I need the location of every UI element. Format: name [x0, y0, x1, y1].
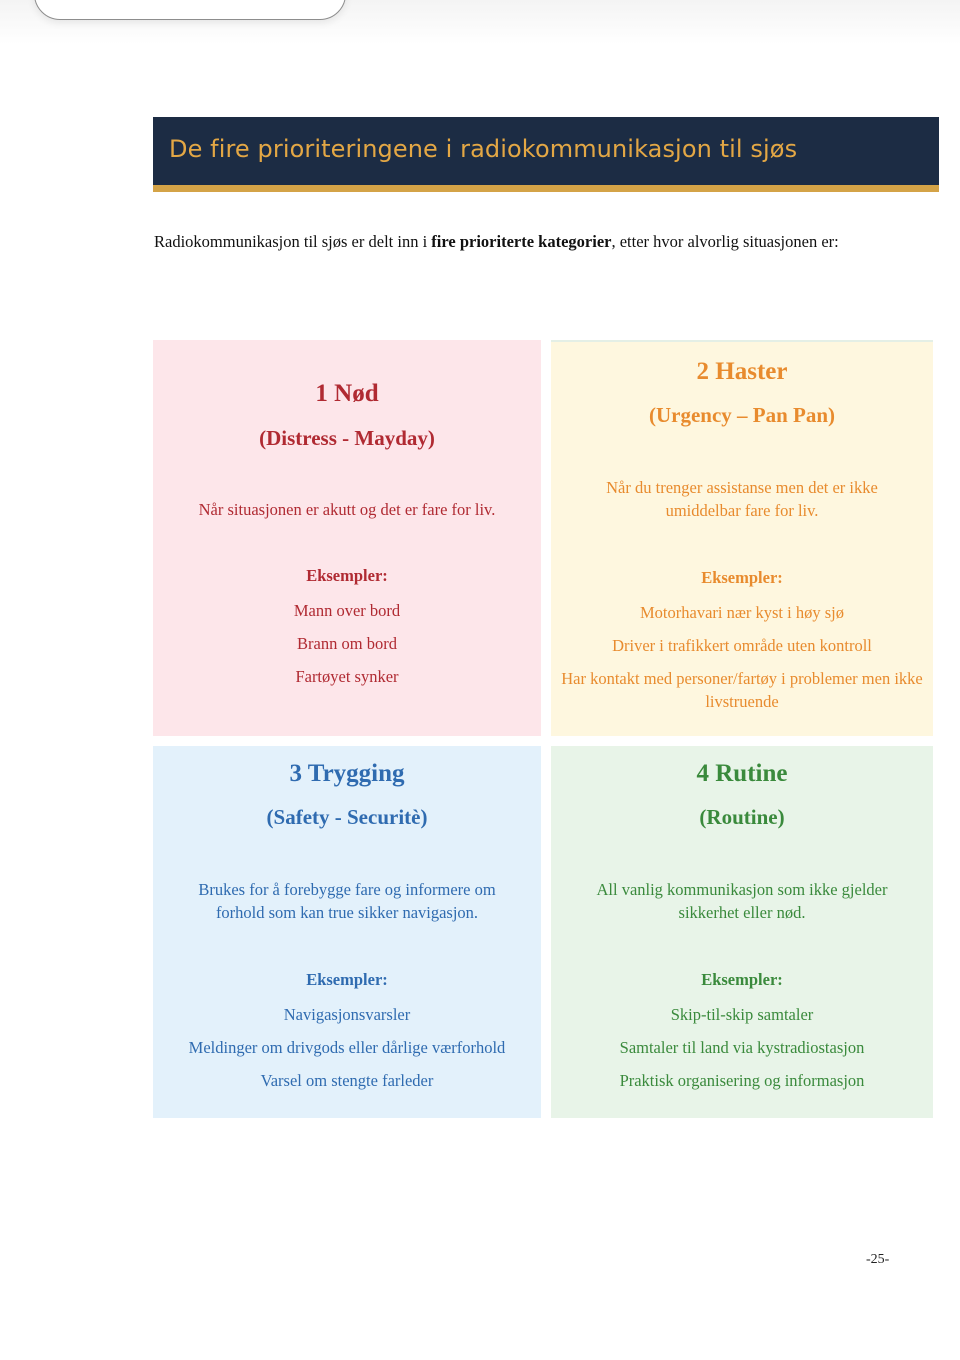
example-item: Navigasjonsvarsler — [283, 1005, 411, 1024]
examples-list — [161, 1003, 533, 1102]
intro-paragraph — [154, 228, 894, 256]
card-distress — [153, 340, 541, 736]
example-item: Skip-til-skip samtaler — [670, 1005, 814, 1024]
example-item: Mann over bord — [293, 601, 401, 620]
card-number: 3 Trygging — [289, 760, 405, 787]
card-number: 2 Haster — [696, 358, 788, 385]
examples-title: Eksempler: — [701, 970, 783, 989]
top-tab — [34, 0, 346, 20]
page-number: -25- — [866, 1252, 890, 1267]
card-description: All vanlig kommunikasjon som ikke gjelder sikkerhet eller nød. — [596, 880, 888, 922]
examples-list — [161, 599, 533, 698]
example-item: Motorhavari nær kyst i høy sjø — [640, 603, 844, 622]
examples-title: Eksempler: — [306, 566, 388, 585]
card-subtitle: (Urgency – Pan Pan) — [648, 403, 836, 427]
page-title: De fire prioriteringene i radiokommunikasjon til sjøs — [169, 135, 798, 163]
example-item: Varsel om stengte farleder — [260, 1071, 434, 1090]
title-banner — [153, 117, 939, 192]
example-item: Fartøyet synker — [295, 667, 399, 686]
examples-title: Eksempler: — [701, 568, 783, 587]
intro-text-bold: fire prioriterte kategorier — [431, 232, 612, 251]
card-routine — [551, 746, 933, 1118]
example-item: Samtaler til land via kystradiostasjon — [619, 1038, 865, 1057]
example-item: Meldinger om drivgods eller dårlige værforhold — [188, 1038, 506, 1057]
intro-text-after: , etter hvor alvorlig situasjonen er: — [611, 232, 839, 251]
card-number: 4 Rutine — [696, 760, 788, 787]
card-subtitle: (Distress - Mayday) — [259, 426, 435, 450]
example-item: Praktisk organisering og informasjon — [619, 1071, 865, 1090]
example-item: Har kontakt med personer/fartøy i problemer men ikke livstruende — [561, 669, 923, 711]
card-description: Brukes for å forebygge fare og informere om forhold som kan true sikker navigasjon. — [198, 880, 496, 922]
examples-list — [559, 601, 925, 723]
card-subtitle: (Safety - Securitè) — [266, 805, 428, 829]
card-urgency — [551, 340, 933, 736]
card-description: Når du trenger assistanse men det er ikke umiddelbar fare for liv. — [606, 478, 878, 520]
card-number: 1 Nød — [315, 380, 379, 407]
examples-title: Eksempler: — [306, 970, 388, 989]
example-item: Driver i trafikkert område uten kontroll — [612, 636, 872, 655]
card-subtitle: (Routine) — [699, 805, 785, 829]
examples-list — [559, 1003, 925, 1102]
example-item: Brann om bord — [297, 634, 397, 653]
card-description: Når situasjonen er akutt og det er fare for liv. — [198, 500, 496, 519]
card-safety — [153, 746, 541, 1118]
intro-text-before: Radiokommunikasjon til sjøs er delt inn i — [154, 232, 432, 251]
